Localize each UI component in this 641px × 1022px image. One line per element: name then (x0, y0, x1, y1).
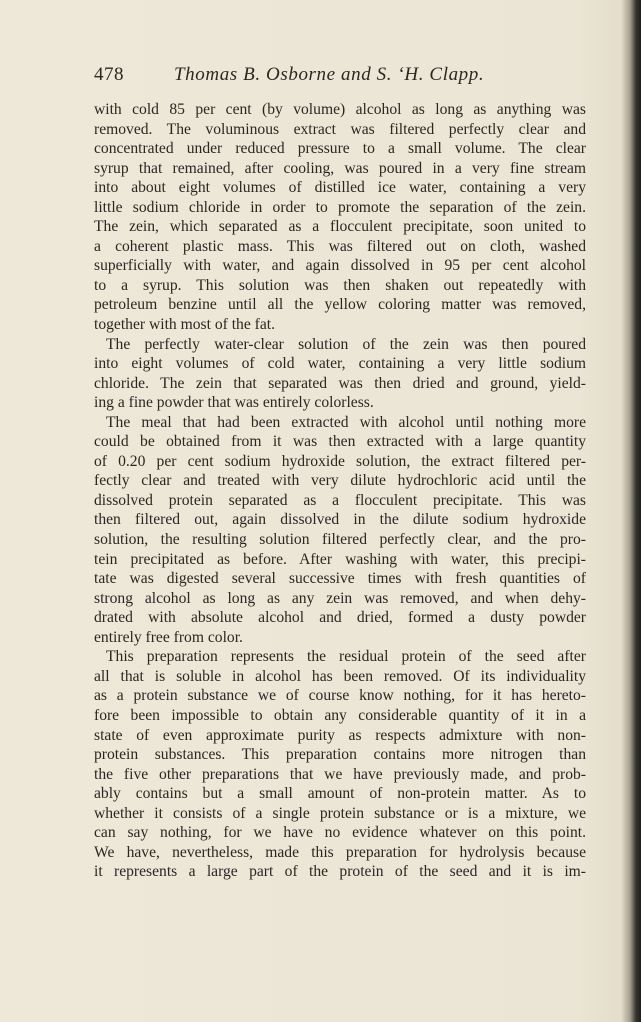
text-line: solution, the resulting solution filtered perfectly clear, and the pro- (94, 531, 586, 549)
text-line: tate was digested several successive times with fresh quantities of (94, 570, 586, 588)
text-line: entirely free from color. (94, 628, 243, 646)
text-line: into about eight volumes of distilled ice water, containing a very (94, 179, 586, 197)
text-line: could be obtained from it was then extracted with a large quantity (94, 433, 586, 451)
text-line: all that is soluble in alcohol has been removed. Of its individuality (94, 667, 586, 685)
text-line: strong alcohol as long as any zein was removed, and when dehy- (94, 589, 586, 607)
text-line: fore been impossible to obtain any considerable quantity of it in a (94, 706, 586, 724)
text-line: removed. The voluminous extract was filtered perfectly clear and (94, 120, 586, 138)
page-number: 478 (94, 64, 124, 85)
text-line: the five other preparations that we have previously made, and prob- (94, 765, 586, 783)
text-line: a coherent plastic mass. This was filtered out on cloth, washed (94, 237, 586, 255)
text-line: little sodium chloride in order to promote the separation of the zein. (94, 198, 586, 216)
text-line: dissolved protein separated as a flocculent precipitate. This was (94, 491, 586, 509)
text-line: together with most of the fat. (94, 316, 276, 334)
text-line: of 0.20 per cent sodium hydroxide solution, the extract filtered per- (94, 452, 586, 470)
text-line: into eight volumes of cold water, containing a very little sodium (94, 355, 586, 373)
text-line: to a syrup. This solution was then shaken out repeatedly with (94, 276, 586, 294)
page-edge-shadow (621, 0, 641, 1022)
text-line: with cold 85 per cent (by volume) alcohol as long as anything was (94, 101, 586, 118)
text-line: fectly clear and treated with very dilute hydrochloric acid until the (94, 472, 586, 490)
running-head: Thomas B. Osborne and S. ʻH. Clapp. (174, 64, 485, 85)
text-line: ably contains but a small amount of non-protein matter. As to (94, 785, 586, 803)
text-line: whether it consists of a single protein substance or is a mixture, we (94, 804, 586, 822)
text-line: as a protein substance we of course know nothing, for it has hereto- (94, 687, 586, 705)
text-line: state of even approximate purity as respects admixture with non- (94, 726, 586, 744)
text-line: superficially with water, and again dissolved in 95 per cent alcohol (94, 257, 586, 275)
text-line: We have, nevertheless, made this preparation for hydrolysis because (94, 843, 586, 861)
page-header (94, 64, 524, 90)
text-line: The zein, which separated as a flocculent precipitate, soon united to (94, 218, 586, 236)
body-text (94, 100, 586, 882)
text-line: drated with absolute alcohol and dried, formed a dusty powder (94, 609, 586, 627)
text-line: tein precipitated as before. After washing with water, this precipi- (94, 550, 586, 568)
text-line: chloride. The zein that separated was then dried and ground, yield- (94, 374, 586, 392)
paragraph-first-line: The perfectly water-clear solution of the zein was then poured (106, 335, 586, 353)
text-line: protein substances. This preparation contains more nitrogen than (94, 746, 586, 764)
text-line: ing a fine powder that was entirely colorless. (94, 394, 374, 412)
text-line: it represents a large part of the protein of the seed and it is im- (94, 863, 586, 881)
text-line: then filtered out, again dissolved in the dilute sodium hydroxide (94, 511, 586, 529)
paragraph-first-line: This preparation represents the residual protein of the seed after (106, 648, 586, 666)
text-line: concentrated under reduced pressure to a small volume. The clear (94, 140, 586, 158)
paragraph-first-line: The meal that had been extracted with alcohol until nothing more (106, 413, 586, 431)
text-line: petroleum benzine until all the yellow coloring matter was removed, (94, 296, 586, 314)
text-line: syrup that remained, after cooling, was poured in a very fine stream (94, 159, 586, 177)
text-line: can say nothing, for we have no evidence whatever on this point. (94, 824, 586, 842)
